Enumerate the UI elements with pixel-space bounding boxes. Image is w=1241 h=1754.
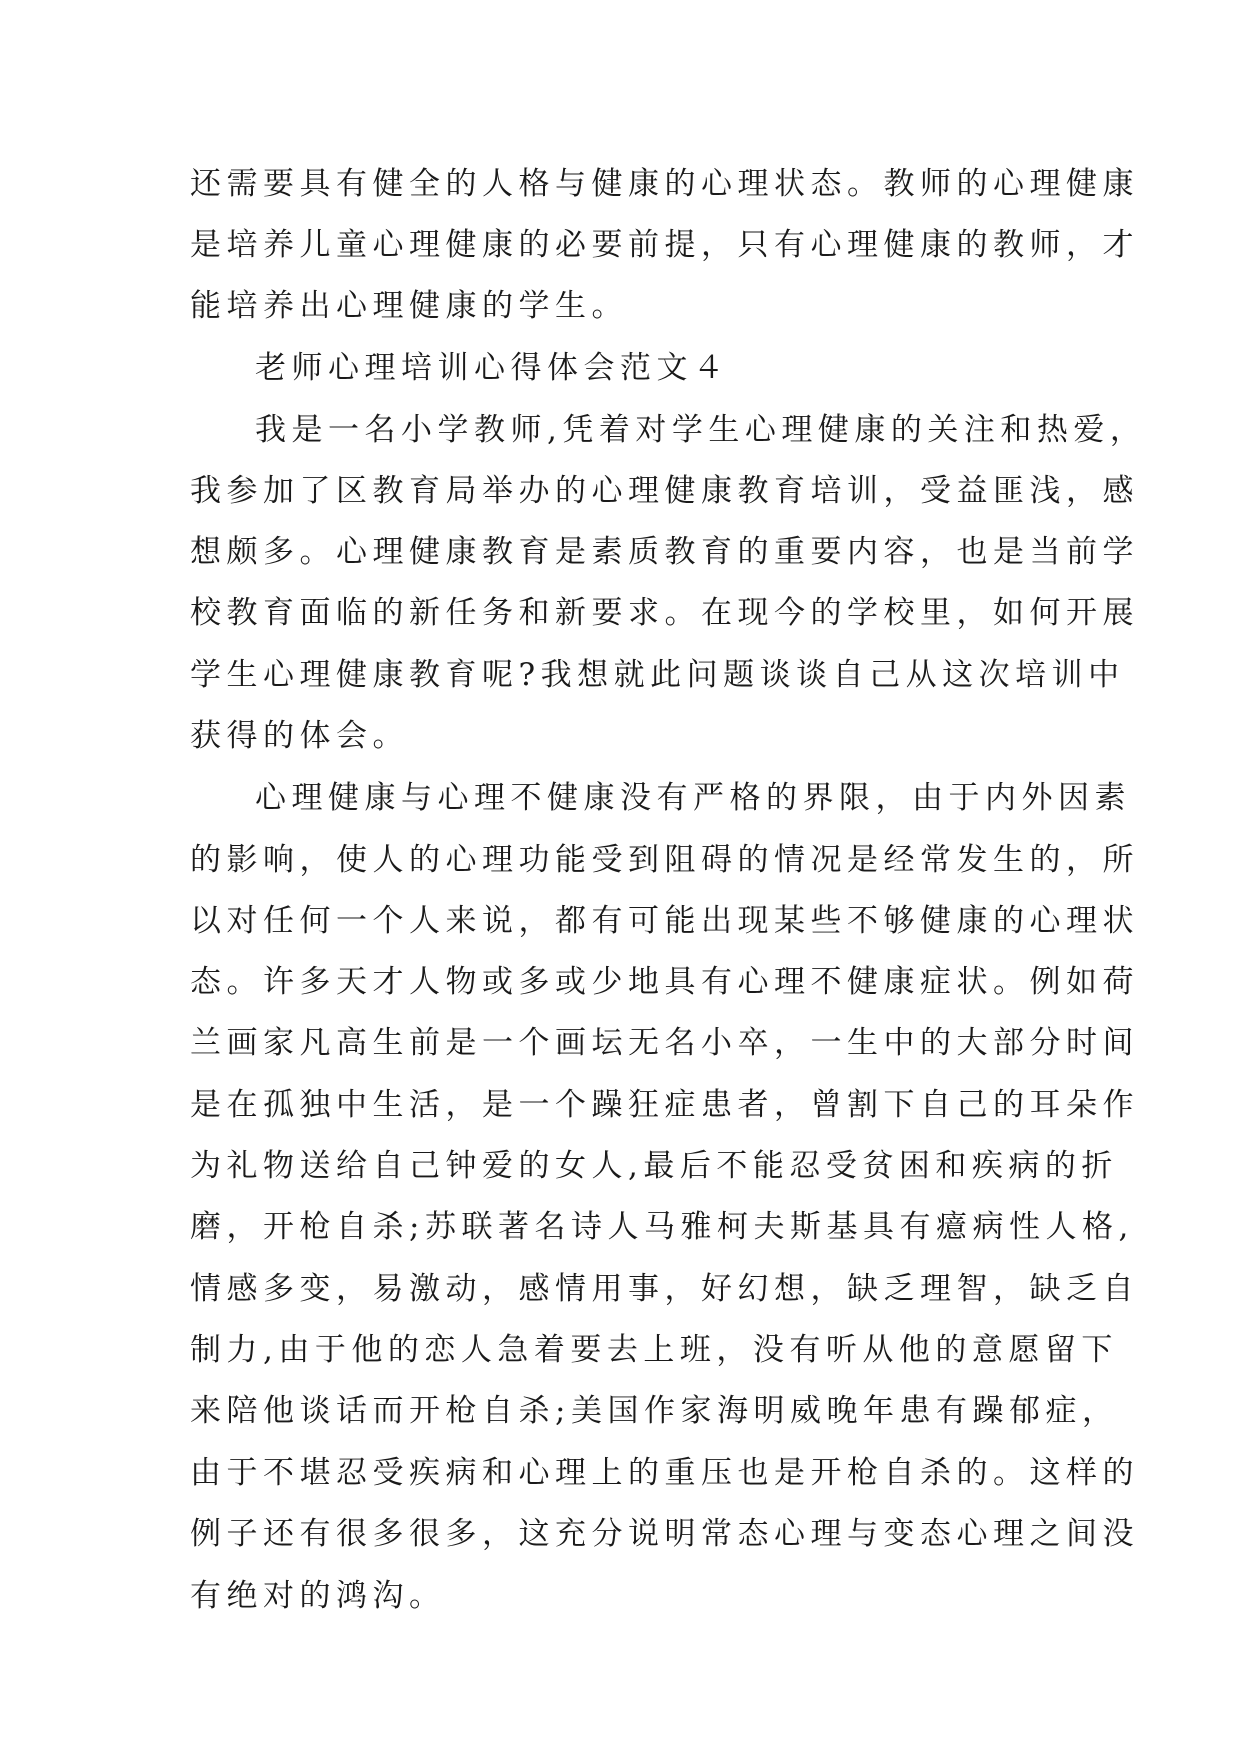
paragraph-line: 想颇多。心理健康教育是素质教育的重要内容，也是当前学	[190, 534, 1139, 570]
paragraph-line: 校教育面临的新任务和新要求。在现今的学校里，如何开展	[190, 595, 1139, 631]
paragraph-line: 为礼物送给自己钟爱的女人,最后不能忍受贫困和疾病的折	[190, 1148, 1118, 1184]
paragraph-line: 是在孤独中生活，是一个躁狂症患者，曾割下自己的耳朵作	[190, 1087, 1139, 1123]
paragraph-line: 获得的体会。	[190, 718, 409, 754]
paragraph-line: 以对任何一个人来说，都有可能出现某些不够健康的心理状	[190, 903, 1139, 939]
paragraph-line: 的影响，使人的心理功能受到阻碍的情况是经常发生的，所	[190, 842, 1139, 878]
section-heading: 老师心理培训心得体会范文４	[255, 350, 730, 386]
paragraph-line: 例子还有很多很多，这充分说明常态心理与变态心理之间没	[190, 1516, 1139, 1552]
paragraph-line: 由于不堪忍受疾病和心理上的重压也是开枪自杀的。这样的	[190, 1455, 1139, 1491]
paragraph-line: 能培养出心理健康的学生。	[190, 288, 628, 324]
paragraph-line: 是培养儿童心理健康的必要前提，只有心理健康的教师，才	[190, 227, 1139, 263]
paragraph-line: 情感多变，易激动，感情用事，好幻想，缺乏理智，缺乏自	[190, 1271, 1139, 1307]
paragraph-line: 磨，开枪自杀;苏联著名诗人马雅柯夫斯基具有癔病性人格,	[190, 1209, 1134, 1245]
paragraph-line: 心理健康与心理不健康没有严格的界限，由于内外因素	[255, 780, 1131, 816]
paragraph-line: 态。许多天才人物或多或少地具有心理不健康症状。例如荷	[190, 964, 1139, 1000]
paragraph-line: 来陪他谈话而开枪自杀;美国作家海明威晚年患有躁郁症，	[190, 1393, 1119, 1429]
paragraph-line: 制力,由于他的恋人急着要去上班，没有听从他的意愿留下	[190, 1332, 1118, 1368]
paragraph-line: 我参加了区教育局举办的心理健康教育培训，受益匪浅，感	[190, 473, 1139, 509]
paragraph-line: 有绝对的鸿沟。	[190, 1578, 446, 1614]
paragraph-line: 学生心理健康教育呢?我想就此问题谈谈自己从这次培训中	[190, 657, 1125, 693]
paragraph-line: 兰画家凡高生前是一个画坛无名小卒，一生中的大部分时间	[190, 1025, 1139, 1061]
paragraph-line: 还需要具有健全的人格与健康的心理状态。教师的心理健康	[190, 166, 1139, 202]
paragraph-line: 我是一名小学教师,凭着对学生心理健康的关注和热爱，	[255, 412, 1147, 448]
